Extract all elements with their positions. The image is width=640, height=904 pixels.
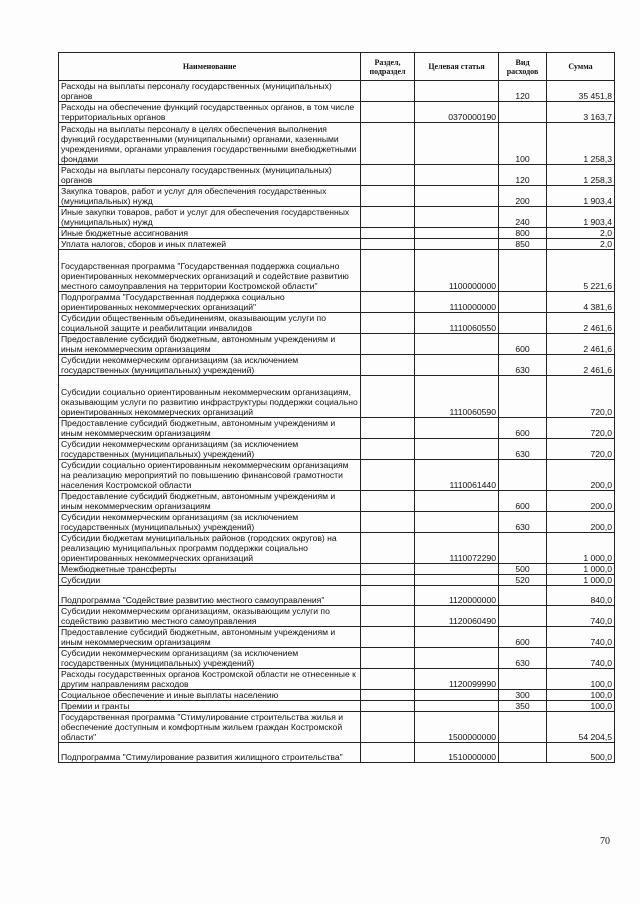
row-name: Государственная программа "Государственная поддержка социально ориентированных некоммерческих организаций и содействие развитию местного самоуправления на территории Костромской области"	[59, 250, 361, 292]
table-row	[59, 334, 615, 355]
row-name: Государственная программа "Стимулирование строительства жилья и обеспечение доступным и комфортным жильем граждан Костромской области"	[59, 712, 361, 743]
row-section	[361, 228, 415, 239]
table-row	[59, 292, 615, 313]
row-type: 630	[499, 512, 547, 533]
header-type: Вид расходов	[499, 53, 547, 81]
row-type	[499, 376, 547, 418]
row-name: Предоставление субсидий бюджетным, автономным учреждениям и иным некоммерческим организациям	[59, 334, 361, 355]
row-sum: 2 461,6	[547, 355, 615, 376]
row-sum: 500,0	[547, 743, 615, 763]
row-section	[361, 439, 415, 460]
table-row	[59, 81, 615, 102]
row-target: 1120060490	[415, 606, 499, 627]
table-row	[59, 575, 615, 586]
table-row	[59, 669, 615, 690]
row-type	[499, 533, 547, 564]
row-name: Предоставление субсидий бюджетным, автономным учреждениям и иным некоммерческим организациям	[59, 491, 361, 512]
row-type: 120	[499, 165, 547, 186]
row-target	[415, 512, 499, 533]
table-row	[59, 313, 615, 334]
row-name: Иные бюджетные ассигнования	[59, 228, 361, 239]
row-type	[499, 250, 547, 292]
row-type	[499, 669, 547, 690]
row-target	[415, 648, 499, 669]
row-type	[499, 586, 547, 606]
row-section	[361, 743, 415, 763]
row-type	[499, 460, 547, 491]
row-type: 350	[499, 701, 547, 712]
row-section	[361, 292, 415, 313]
row-target	[415, 334, 499, 355]
row-name: Подпрограмма "Стимулирование развития жилищного строительства"	[59, 743, 361, 763]
row-target	[415, 627, 499, 648]
table-row	[59, 186, 615, 207]
table-row	[59, 512, 615, 533]
table-header-row	[59, 53, 615, 81]
row-sum: 200,0	[547, 460, 615, 491]
row-sum: 2,0	[547, 228, 615, 239]
header-name: Наименование	[59, 53, 361, 81]
row-type	[499, 606, 547, 627]
row-target: 1500000000	[415, 712, 499, 743]
row-target	[415, 575, 499, 586]
row-sum: 100,0	[547, 690, 615, 701]
row-target	[415, 207, 499, 228]
row-type	[499, 712, 547, 743]
table-row	[59, 376, 615, 418]
row-name: Субсидии	[59, 575, 361, 586]
row-name: Субсидии некоммерческим организациям (за исключением государственных (муниципальных) учреждений)	[59, 512, 361, 533]
row-type	[499, 313, 547, 334]
row-section	[361, 186, 415, 207]
row-target: 1110072290	[415, 533, 499, 564]
row-section	[361, 586, 415, 606]
table-row	[59, 165, 615, 186]
row-sum: 1 258,3	[547, 123, 615, 165]
row-name: Расходы на выплаты персоналу в целях обеспечения выполнения функций государственными (муниципальными) органами, казенными учреждениями, органами управления государственными внебюджетными фондами	[59, 123, 361, 165]
row-name: Расходы на выплаты персоналу государственных (муниципальных) органов	[59, 165, 361, 186]
row-section	[361, 81, 415, 102]
row-target: 1120000000	[415, 586, 499, 606]
row-name: Подпрограмма "Государственная поддержка социально ориентированных некоммерческих организаций"	[59, 292, 361, 313]
table-row	[59, 418, 615, 439]
row-section	[361, 564, 415, 575]
row-target: 1110000000	[415, 292, 499, 313]
row-sum: 1 258,3	[547, 165, 615, 186]
row-sum: 720,0	[547, 439, 615, 460]
table-row	[59, 102, 615, 123]
row-type: 600	[499, 491, 547, 512]
row-type: 120	[499, 81, 547, 102]
row-section	[361, 701, 415, 712]
row-name: Межбюджетные трансферты	[59, 564, 361, 575]
row-name: Субсидии некоммерческим организациям, оказывающим услуги по содействию развитию местного самоуправления	[59, 606, 361, 627]
table-row	[59, 648, 615, 669]
row-sum: 720,0	[547, 376, 615, 418]
row-sum: 200,0	[547, 491, 615, 512]
row-target	[415, 690, 499, 701]
table-row	[59, 533, 615, 564]
row-type: 600	[499, 627, 547, 648]
table-row	[59, 564, 615, 575]
row-section	[361, 102, 415, 123]
row-section	[361, 512, 415, 533]
row-sum: 3 163,7	[547, 102, 615, 123]
row-section	[361, 669, 415, 690]
row-sum: 100,0	[547, 669, 615, 690]
row-target	[415, 418, 499, 439]
row-section	[361, 533, 415, 564]
row-section	[361, 355, 415, 376]
table-row	[59, 250, 615, 292]
row-sum: 740,0	[547, 627, 615, 648]
row-type: 240	[499, 207, 547, 228]
row-type: 800	[499, 228, 547, 239]
row-name: Уплата налогов, сборов и иных платежей	[59, 239, 361, 250]
table-row	[59, 701, 615, 712]
row-name: Субсидии социально ориентированным некоммерческим организациям, оказывающим услуги по развитию инфраструктуры поддержки социально ориентированных некоммерческих организаций	[59, 376, 361, 418]
table-row	[59, 439, 615, 460]
row-target	[415, 564, 499, 575]
header-sum: Сумма	[547, 53, 615, 81]
row-section	[361, 712, 415, 743]
row-target	[415, 123, 499, 165]
table-row	[59, 355, 615, 376]
row-type: 630	[499, 355, 547, 376]
row-section	[361, 313, 415, 334]
row-section	[361, 690, 415, 701]
row-type: 500	[499, 564, 547, 575]
row-section	[361, 575, 415, 586]
row-sum: 2,0	[547, 239, 615, 250]
row-type: 630	[499, 648, 547, 669]
row-target: 1510000000	[415, 743, 499, 763]
row-name: Предоставление субсидий бюджетным, автономным учреждениям и иным некоммерческим организациям	[59, 627, 361, 648]
row-section	[361, 250, 415, 292]
row-name: Субсидии бюджетам муниципальных районов (городских округов) на реализацию муниципальных программ поддержки социально ориентированных некоммерческих организаций	[59, 533, 361, 564]
row-section	[361, 376, 415, 418]
row-target: 1110060550	[415, 313, 499, 334]
row-sum: 5 221,6	[547, 250, 615, 292]
row-type: 600	[499, 334, 547, 355]
row-section	[361, 418, 415, 439]
row-sum: 4 381,6	[547, 292, 615, 313]
row-name: Субсидии социально ориентированным некоммерческим организациям на реализацию мероприятий по повышению финансовой грамотности населения Костромской области	[59, 460, 361, 491]
row-type: 100	[499, 123, 547, 165]
row-type: 630	[499, 439, 547, 460]
row-type: 300	[499, 690, 547, 701]
row-target	[415, 228, 499, 239]
row-target	[415, 491, 499, 512]
row-target	[415, 701, 499, 712]
row-name: Подпрограмма "Содействие развитию местного самоуправления"	[59, 586, 361, 606]
row-sum: 100,0	[547, 701, 615, 712]
row-name: Расходы на выплаты персоналу государственных (муниципальных) органов	[59, 81, 361, 102]
row-type	[499, 102, 547, 123]
row-name: Закупка товаров, работ и услуг для обеспечения государственных (муниципальных) нужд	[59, 186, 361, 207]
row-sum: 1 903,4	[547, 186, 615, 207]
row-sum: 1 000,0	[547, 533, 615, 564]
table-row	[59, 712, 615, 743]
row-section	[361, 491, 415, 512]
row-target: 1120099990	[415, 669, 499, 690]
table-row	[59, 606, 615, 627]
row-name: Социальное обеспечение и иные выплаты населению	[59, 690, 361, 701]
header-section: Раздел, подраздел	[361, 53, 415, 81]
row-sum: 1 000,0	[547, 575, 615, 586]
row-sum: 54 204,5	[547, 712, 615, 743]
row-target: 1110061440	[415, 460, 499, 491]
row-type	[499, 743, 547, 763]
table-row	[59, 207, 615, 228]
row-section	[361, 460, 415, 491]
budget-table	[58, 52, 615, 763]
row-target	[415, 239, 499, 250]
row-sum: 740,0	[547, 606, 615, 627]
row-name: Субсидии некоммерческим организациям (за исключением государственных (муниципальных) учреждений)	[59, 355, 361, 376]
row-target	[415, 165, 499, 186]
table-row	[59, 690, 615, 701]
table-row	[59, 123, 615, 165]
row-section	[361, 606, 415, 627]
row-sum: 200,0	[547, 512, 615, 533]
row-sum: 1 903,4	[547, 207, 615, 228]
row-target	[415, 186, 499, 207]
row-type: 200	[499, 186, 547, 207]
row-section	[361, 334, 415, 355]
row-type: 600	[499, 418, 547, 439]
table-row	[59, 460, 615, 491]
row-name: Расходы на обеспечение функций государственных органов, в том числе территориальных органов	[59, 102, 361, 123]
row-section	[361, 165, 415, 186]
row-sum: 720,0	[547, 418, 615, 439]
row-section	[361, 627, 415, 648]
row-name: Предоставление субсидий бюджетным, автономным учреждениям и иным некоммерческим организациям	[59, 418, 361, 439]
row-type	[499, 292, 547, 313]
row-target	[415, 355, 499, 376]
row-section	[361, 239, 415, 250]
table-row	[59, 586, 615, 606]
row-name: Иные закупки товаров, работ и услуг для обеспечения государственных (муниципальных) нужд	[59, 207, 361, 228]
row-name: Субсидии некоммерческим организациям (за исключением государственных (муниципальных) учреждений)	[59, 648, 361, 669]
row-sum: 2 461,6	[547, 313, 615, 334]
table-row	[59, 491, 615, 512]
table-row	[59, 228, 615, 239]
table-row	[59, 627, 615, 648]
row-target: 1110060590	[415, 376, 499, 418]
row-section	[361, 207, 415, 228]
page-number: 70	[600, 836, 610, 847]
table-row	[59, 743, 615, 763]
row-name: Субсидии некоммерческим организациям (за исключением государственных (муниципальных) учреждений)	[59, 439, 361, 460]
table-row	[59, 239, 615, 250]
row-name: Расходы государственных органов Костромской области не отнесенные к другим направлениям расходов	[59, 669, 361, 690]
row-target: 0370000190	[415, 102, 499, 123]
row-sum: 1 000,0	[547, 564, 615, 575]
row-target	[415, 81, 499, 102]
row-sum: 35 451,8	[547, 81, 615, 102]
row-name: Субсидии общественным объединениям, оказывающим услуги по социальной защите и реабилитации инвалидов	[59, 313, 361, 334]
header-target: Целевая статья	[415, 53, 499, 81]
row-sum: 2 461,6	[547, 334, 615, 355]
row-type: 520	[499, 575, 547, 586]
row-section	[361, 648, 415, 669]
row-name: Премии и гранты	[59, 701, 361, 712]
row-target	[415, 439, 499, 460]
row-sum: 840,0	[547, 586, 615, 606]
row-target: 1100000000	[415, 250, 499, 292]
row-sum: 740,0	[547, 648, 615, 669]
row-type: 850	[499, 239, 547, 250]
row-section	[361, 123, 415, 165]
